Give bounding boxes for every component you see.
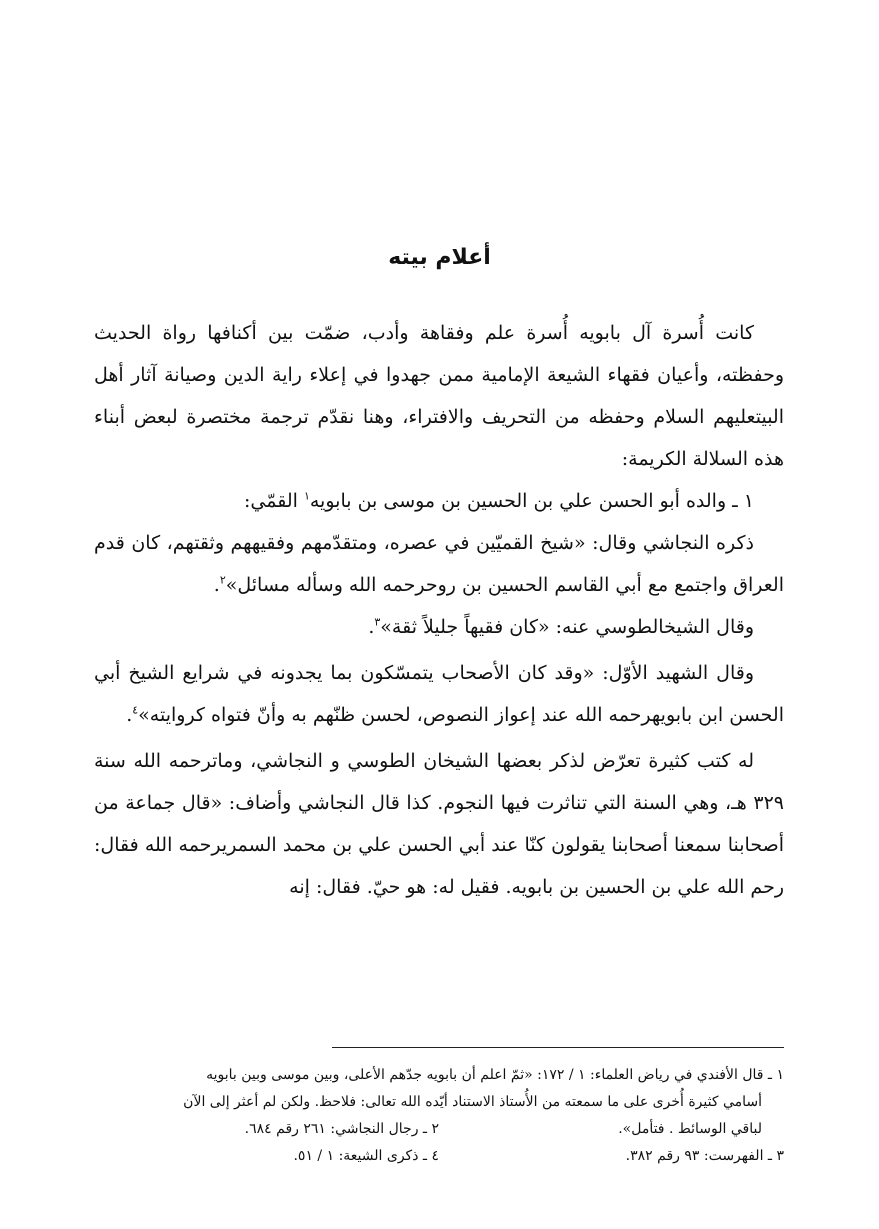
footnote-row-a	[94, 1116, 784, 1143]
footnote-ref-1: ١	[303, 489, 310, 503]
biography-heading	[94, 480, 784, 522]
najashi-quote-end: .	[213, 574, 220, 596]
footnote-ref-2: ٢	[219, 573, 226, 587]
page-title: أعلام بيته	[388, 245, 491, 270]
footnote-divider	[332, 1047, 784, 1048]
footnote-row-b	[94, 1143, 784, 1170]
footnote-2: ٢ ـ رجال النجاشي: ٢٦١ رقم ٦٨٤.	[244, 1121, 439, 1137]
tusi-quote-end: .	[368, 616, 375, 638]
najashi-quote-paragraph	[94, 522, 784, 606]
footnote-4: ٤ ـ ذكرى الشيعة: ١ / ٥١.	[293, 1148, 439, 1164]
shahid-quote-text: وقال الشهيد الأوّل: «وقد كان الأصحاب يتمسّكون بما يجدونه في شرايع الشيخ أبي الحسن ابن بابويهرحمه الله عند إعواز النصوص، لحسن ظنّهم به وأنّ فتواه كروايته»	[94, 662, 784, 726]
shahid-quote-paragraph	[94, 652, 784, 736]
books-paragraph: له كتب كثيرة تعرّض لذكر بعضها الشيخان الطوسي و النجاشي، وماترحمه الله سنة ٣٢٩ هـ، وهي السنة التي تناثرت فيها النجوم. كذا قال النجاشي وأضاف: «قال جماعة من أصحابنا سمعنا أصحابنا يقولون كنّا عند أبي الحسن علي بن محمد السمريرحمه الله فقال: رحم الله علي بن الحسين بن بابويه. فقيل له: هو حيّ. فقال: إنه	[94, 750, 784, 898]
footnote-ref-3: ٣	[374, 615, 381, 629]
footnote-1-continuation: أسامي كثيرة أُخرى على ما سمعته من الأُستاذ الاستناد أيّده الله تعالى: فلاحظ. ولكن لم أعثر إلى الآن	[183, 1094, 762, 1110]
biography-heading-text: ١ ـ والده أبو الحسن علي بن الحسين بن موسى بن بابويه	[309, 490, 754, 512]
tusi-quote-paragraph	[94, 606, 784, 648]
footnote-1: ١ ـ قال الأفندي في رياض العلماء: ١ / ١٧٢: «ثمّ اعلم أن بابويه جدّهم الأعلى، وبين موسى وبين بابويه	[206, 1067, 784, 1083]
biography-heading-end: القمّي:	[244, 490, 304, 512]
footnote-1-end: لباقي الوسائط . فتأمل».	[618, 1121, 762, 1137]
shahid-quote-end: .	[126, 704, 133, 726]
body-text	[94, 312, 784, 908]
intro-paragraph: كانت أُسرة آل بابويه أُسرة علم وفقاهة وأدب، ضمّت بين أكنافها رواة الحديث وحفظته، وأعيان فقهاء الشيعة الإمامية ممن جهدوا في إعلاء راية الدين وصيانة آثار أهل البيتعليهم السلام وحفظه من التحريف والافتراء، وهنا نقدّم ترجمة مختصرة لبعض أبناء هذه السلالة الكريمة:	[94, 322, 784, 470]
najashi-quote-text: ذكره النجاشي وقال: «شيخ القميّين في عصره، ومتقدّمهم وفقيههم وثقتهم، كان قدم العراق واجتمع مع أبي القاسم الحسين بن روحرحمه الله وسأله مسائل»	[94, 532, 784, 596]
footnote-ref-4: ٤	[132, 703, 139, 717]
footnote-3: ٣ ـ الفهرست: ٩٣ رقم ٣٨٢.	[625, 1148, 784, 1164]
tusi-quote-text: وقال الشيخالطوسي عنه: «كان فقيهاً جليلاً ثقة»	[380, 616, 754, 638]
footnotes	[94, 1062, 784, 1170]
